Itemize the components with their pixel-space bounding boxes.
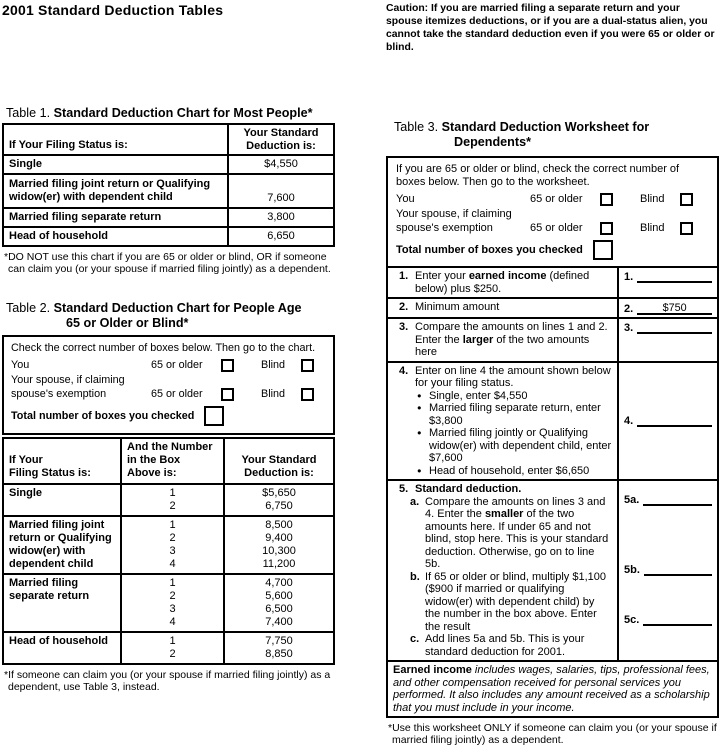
table1 xyxy=(2,123,335,247)
table1-col-status-header: If Your Filing Status is: xyxy=(3,124,228,155)
table2-intro: Check the correct number of boxes below. Then go to the chart. xyxy=(11,342,316,354)
table3-you-blind-checkbox[interactable] xyxy=(680,193,693,206)
table2-title-line2: 65 or Older or Blind* xyxy=(66,316,189,330)
deduction-amount-cell: 7,750 8,850 xyxy=(224,632,334,664)
line2-value: $750 xyxy=(662,301,687,314)
filing-status-cell: Single xyxy=(3,155,228,174)
line5c-entry: 5c. xyxy=(624,613,712,626)
filing-status-cell: Head of household xyxy=(3,227,228,246)
deduction-amount-cell: $5,650 6,750 xyxy=(224,484,334,516)
table1-header-row xyxy=(3,124,334,155)
deduction-amount-cell: 6,650 xyxy=(228,227,334,246)
line5-title: Standard deduction. xyxy=(415,483,522,495)
line4-entry: 4. xyxy=(624,414,712,427)
line2-entry-field[interactable] xyxy=(637,302,712,315)
spouse-claiming-label: Your spouse, if claiming xyxy=(11,373,125,386)
table-row xyxy=(3,208,334,227)
worksheet-line5 xyxy=(387,480,718,661)
spouse-claiming-label: Your spouse, if claiming xyxy=(396,207,512,220)
line2-text: Minimum amount xyxy=(415,301,500,313)
table2-total-row xyxy=(11,406,326,426)
table2-spouse-older-checkbox[interactable] xyxy=(221,388,234,401)
table-row xyxy=(3,632,334,664)
spouse-exemption-label: spouse's exemption xyxy=(11,388,107,400)
you-label: You xyxy=(396,193,415,205)
table2-checkbox-box xyxy=(2,335,335,435)
deduction-amount-cell: 3,800 xyxy=(228,208,334,227)
table2-title xyxy=(2,301,335,331)
older-label: 65 or older xyxy=(151,388,203,400)
table-row xyxy=(3,227,334,246)
left-column xyxy=(2,0,335,693)
box-number-cell: 1 2 3 4 xyxy=(121,516,224,574)
table1-title-text: Standard Deduction Chart for Most People* xyxy=(53,106,313,120)
list-item: ● Head of household, enter $6,650 xyxy=(415,465,612,478)
table-row xyxy=(3,484,334,516)
line-number: 2. xyxy=(399,301,409,313)
table3-total-row xyxy=(396,240,709,260)
line-number: 4. xyxy=(399,364,409,377)
table2-you-row xyxy=(11,357,326,373)
table3-spouse-older-checkbox[interactable] xyxy=(600,222,613,235)
box-number-cell: 1 2 3 4 xyxy=(121,574,224,632)
table2-you-blind-checkbox[interactable] xyxy=(301,359,314,372)
table3-title xyxy=(386,120,719,150)
line1-text: Enter your earned income (defined below) plus $250. xyxy=(415,270,590,295)
box-number-cell: 1 2 xyxy=(121,484,224,516)
caution-note: Caution: If you are married filing a separate return and your spouse itemizes deductions, or if you are a dual-status alien, you cannot take the standard deduction even if you were 65 or older or blind. xyxy=(386,3,715,53)
line5a-entry: 5a. xyxy=(624,493,712,506)
filing-status-cell: Head of household xyxy=(3,632,121,664)
filing-status-cell: Married filing separate return xyxy=(3,208,228,227)
table3-footnote: *Use this worksheet ONLY if someone can claim you (or your spouse if married filing jointly) as a dependent. xyxy=(388,722,717,746)
total-boxes-label: Total number of boxes you checked xyxy=(396,244,583,256)
list-item: ● Married filing jointly or Qualifying widow(er) with dependent child, enter $7,600 xyxy=(415,427,612,465)
table3-intro: If you are 65 or older or blind, check the correct number of boxes below. Then go to the worksheet. xyxy=(396,163,680,188)
table2-col-deduction-header: Your Standard Deduction is: xyxy=(224,438,334,484)
line5b-text: b. If 65 or older or blind, multiply $1,100 ($900 if married or qualifying widow(er) with dependent child) by the number in the box above. Enter the result xyxy=(410,570,606,633)
line4-entry-field[interactable] xyxy=(637,414,712,427)
worksheet-line1 xyxy=(387,267,718,298)
worksheet-line2 xyxy=(387,298,718,318)
line3-entry: 3. xyxy=(624,321,712,334)
line1-entry: 1. xyxy=(624,270,712,283)
deduction-amount-cell: 8,500 9,400 10,300 11,200 xyxy=(224,516,334,574)
table-row xyxy=(3,155,334,174)
line-number: 5. xyxy=(399,483,409,495)
right-column xyxy=(386,0,719,746)
line3-entry-field[interactable] xyxy=(637,321,712,334)
filing-status-cell: Married filing separate return xyxy=(3,574,121,632)
table2-label: Table 2. xyxy=(6,301,51,315)
worksheet-line3 xyxy=(387,318,718,362)
filing-status-cell: Single xyxy=(3,484,121,516)
blind-label: Blind xyxy=(261,388,286,400)
line5a-text: a. Compare the amounts on lines 3 and 4. Enter the smaller of the two amounts here. If under 65 and not blind, stop here. This is your standard deduction. Otherwise, go on to line 5b. xyxy=(410,495,609,570)
older-label: 65 or older xyxy=(530,193,583,205)
blind-label: Blind xyxy=(640,193,665,205)
total-boxes-label: Total number of boxes you checked xyxy=(11,410,195,422)
deduction-amount-cell: $4,550 xyxy=(228,155,334,174)
line5c-entry-field[interactable] xyxy=(643,613,712,626)
table-row xyxy=(3,174,334,208)
worksheet-line4 xyxy=(387,362,718,481)
line5b-entry-field[interactable] xyxy=(644,563,712,576)
table-row xyxy=(3,516,334,574)
table2-spouse-row xyxy=(11,386,326,402)
filing-status-cell: Married filing joint return or Qualifying widow(er) with dependent child xyxy=(3,516,121,574)
table1-col-deduction-header: Your Standard Deduction is: xyxy=(228,124,334,155)
table3-total-boxes-input[interactable] xyxy=(593,240,613,260)
list-item: ● Single, enter $4,550 xyxy=(415,390,612,403)
blind-label: Blind xyxy=(640,222,665,234)
older-label: 65 or older xyxy=(530,222,583,234)
table2-chart xyxy=(2,437,335,665)
line1-entry-field[interactable] xyxy=(637,270,712,283)
table3-worksheet xyxy=(386,156,719,718)
table1-title xyxy=(2,106,335,121)
table2-header-row xyxy=(3,438,334,484)
table2-you-older-checkbox[interactable] xyxy=(221,359,234,372)
table2-col-number-header: And the Number in the Box Above is: xyxy=(121,438,224,484)
table1-footnote: *DO NOT use this chart if you are 65 or older or blind, OR if someone can claim you (or your spouse if married filing jointly) as a dependent. xyxy=(4,251,331,275)
earned-income-definition xyxy=(387,661,718,717)
you-label: You xyxy=(11,359,30,371)
table2-total-boxes-input[interactable] xyxy=(204,406,224,426)
line2-entry: 2. $750 xyxy=(624,302,712,315)
table-row xyxy=(3,574,334,632)
table2-title-line1: Standard Deduction Chart for People Age xyxy=(53,301,302,315)
table3-title-line1: Standard Deduction Worksheet for xyxy=(441,120,650,134)
table3-spouse-blind-checkbox[interactable] xyxy=(680,222,693,235)
list-item: ● Married filing separate return, enter $3,800 xyxy=(415,402,612,427)
table2-col-status-header: If Your Filing Status is: xyxy=(3,438,121,484)
table3-you-older-checkbox[interactable] xyxy=(600,193,613,206)
table3-spouse-row xyxy=(396,220,709,236)
line5b-entry: 5b. xyxy=(624,563,712,576)
table2-spouse-blind-checkbox[interactable] xyxy=(301,388,314,401)
deduction-amount-cell: 4,700 5,600 6,500 7,400 xyxy=(224,574,334,632)
table3-title-line2: Dependents* xyxy=(454,135,531,149)
table3-label: Table 3. xyxy=(394,120,439,134)
page-title: 2001 Standard Deduction Tables xyxy=(2,2,224,18)
table3-you-row xyxy=(396,191,709,207)
line-number: 1. xyxy=(399,270,409,282)
older-label: 65 or older xyxy=(151,359,203,371)
table3-checkbox-section xyxy=(387,157,718,267)
deduction-amount-cell: 7,600 xyxy=(228,174,334,208)
line5c-text: c. Add lines 5a and 5b. This is your standard deduction for 2001. xyxy=(410,633,585,658)
line5a-entry-field[interactable] xyxy=(643,493,712,506)
line3-text: Compare the amounts on lines 1 and 2. Enter the larger of the two amounts here xyxy=(415,321,608,358)
filing-status-cell: Married filing joint return or Qualifying widow(er) with dependent child xyxy=(3,174,228,208)
earned-income-term: Earned income xyxy=(393,664,472,676)
table1-label: Table 1. xyxy=(6,106,51,120)
box-number-cell: 1 2 xyxy=(121,632,224,664)
line-number: 3. xyxy=(399,321,409,333)
blind-label: Blind xyxy=(261,359,286,371)
table2-footnote: *If someone can claim you (or your spouse if married filing jointly) as a dependent, use Table 3, instead. xyxy=(4,669,331,693)
line4-text: Enter on line 4 the amount shown below for your filing status. ● Single, enter $4,550 ● Married filing separate return, enter $3,800 ● Married filing jointly or Qualifying widow(er) with dependent child, enter $7,600 ● Head of household, enter $6,650 xyxy=(415,365,612,478)
spouse-exemption-label: spouse's exemption xyxy=(396,222,493,234)
earned-income-text: includes wages, salaries, tips, professional fees, and other compensation received for personal services you performed. It also includes any amount received as a scholarship that you must include in your income. xyxy=(393,664,710,714)
